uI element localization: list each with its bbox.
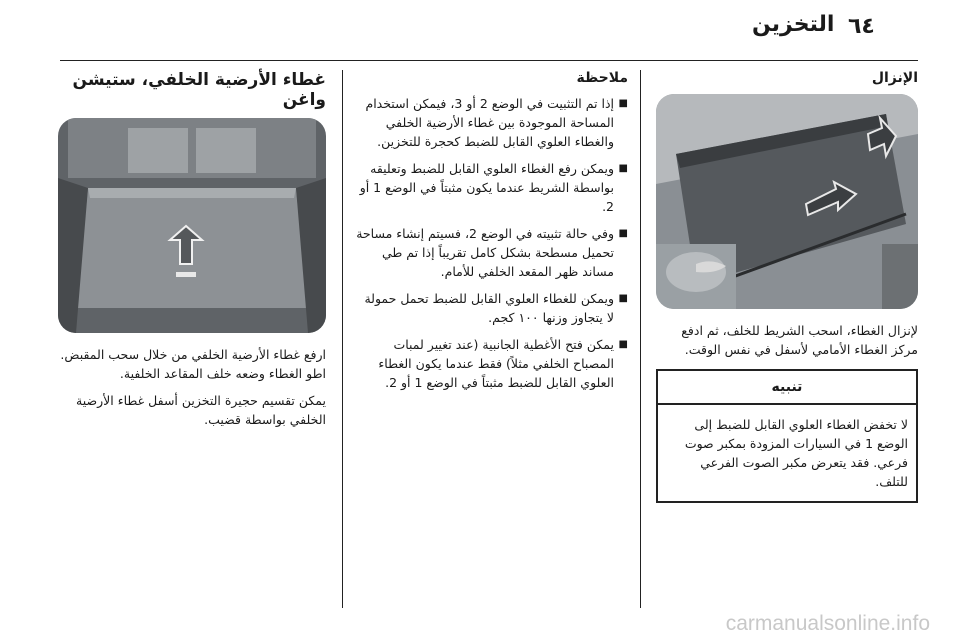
cover-lowering-photo <box>656 94 918 309</box>
rear-floor-cover-text: يمكن تقسيم حجيرة التخزين أسفل غطاء الأرضية الخلفي بواسطة قضيب. <box>76 393 326 427</box>
rear-floor-cover-illustration <box>58 118 326 333</box>
note-bullet: ■ يمكن فتح الأغطية الجانبية (عند تغيير لمبات المصباح الخلفي مثلاً) فقط عندما يكون الغطاء العلوي القابل للضبط مثبتاً في الوضع 1 أو 2. <box>356 335 628 392</box>
right-column <box>656 70 918 503</box>
note-heading: ملاحظة <box>576 70 628 86</box>
page-title: التخزين <box>752 12 835 37</box>
column-divider-right <box>640 70 641 608</box>
note-bullet: ■ ويمكن للغطاء العلوي القابل للضبط تحمل حمولة لا يتجاوز وزنها ١٠٠ كجم. <box>356 289 628 327</box>
note-bullet: ■ وفي حالة تثبيته في الوضع 2، فسيتم إنشاء مساحة تحميل مسطحة بشكل كامل تقريباً إذا تم طي مساند ظهر المقعد الخلفي للأمام. <box>356 224 628 281</box>
rear-floor-cover-text: ارفع غطاء الأرضية الخلفي من خلال سحب المقبض. اطو الغطاء وضعه خلف المقاعد الخلفية. <box>60 347 326 381</box>
watermark: carmanualsonline.info <box>725 612 930 635</box>
rear-floor-cover-heading: غطاء الأرضية الخلفي، ستيشن واغن <box>72 70 326 110</box>
notice-title: تنبيه <box>658 371 916 405</box>
page-number: ٦٤ <box>848 14 875 39</box>
rear-floor-cover-photo <box>58 118 326 333</box>
middle-column <box>356 70 628 400</box>
notice-text: لا تخفض الغطاء العلوي القابل للضبط إلى الوضع 1 في السيارات المزودة بمكبر صوت فرعي. فقد يتعرض مكبر الصوت الفرعي للتلف. <box>684 417 908 489</box>
lowering-heading: الإنزال <box>871 70 918 86</box>
column-divider-left <box>342 70 343 608</box>
lowering-caption: لإنزال الغطاء، اسحب الشريط للخلف، ثم ادفع مركز الغطاء الأمامي لأسفل في نفس الوقت. <box>681 323 918 357</box>
left-column <box>58 70 326 437</box>
note-bullet: ■ ويمكن رفع الغطاء العلوي القابل للضبط وتعليقه بواسطة الشريط عندما يكون مثبتاً في الوضع 1 أو 2. <box>356 159 628 216</box>
note-bullet: ■ إذا تم التثبيت في الوضع 2 أو 3، فيمكن استخدام المساحة الموجودة بين غطاء الأرضية الخلفي والغطاء العلوي القابل للضبط كحجرة للتخزين. <box>356 94 628 151</box>
notice-box <box>656 369 918 503</box>
cover-lowering-illustration <box>656 94 918 309</box>
